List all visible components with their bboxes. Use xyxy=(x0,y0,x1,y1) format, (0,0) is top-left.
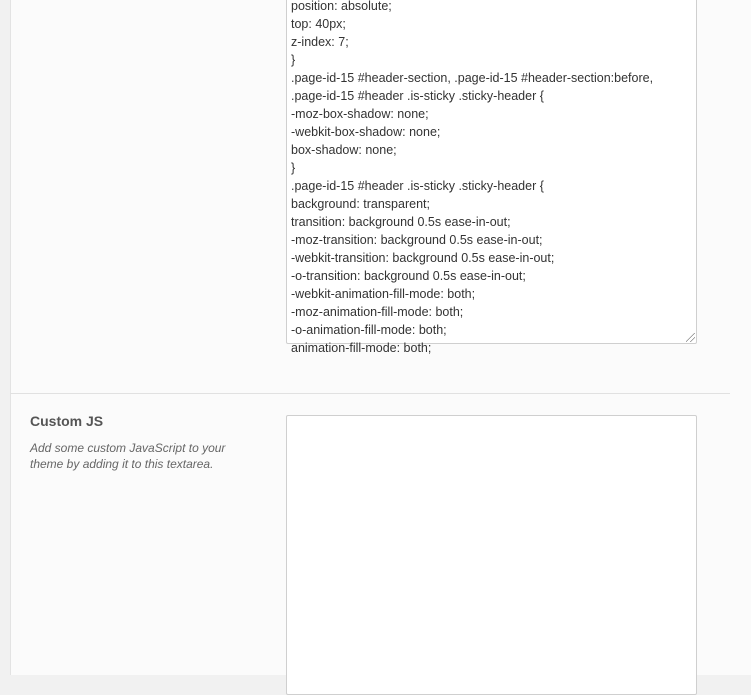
code-line: } xyxy=(291,53,296,67)
code-line: -webkit-box-shadow: none; xyxy=(291,125,441,139)
custom-js-title: Custom JS xyxy=(30,413,104,429)
custom-css-code[interactable] xyxy=(291,0,692,357)
code-line: } xyxy=(291,161,296,175)
code-line: -o-transition: background 0.5s ease-in-out; xyxy=(291,269,526,283)
code-line: .page-id-15 #header .is-sticky .sticky-header { xyxy=(291,89,544,103)
code-line: -moz-box-shadow: none; xyxy=(291,107,429,121)
code-line: background: transparent; xyxy=(291,197,430,211)
custom-css-textarea[interactable] xyxy=(286,0,697,355)
code-line: -moz-transition: background 0.5s ease-in-out; xyxy=(291,233,543,247)
custom-js-description: Add some custom JavaScript to your theme by adding it to this textarea. xyxy=(30,441,226,471)
code-line: transition: background 0.5s ease-in-out; xyxy=(291,215,511,229)
custom-js-textarea[interactable] xyxy=(286,415,697,695)
code-line: z-index: 7; xyxy=(291,35,349,49)
code-line: .page-id-15 #header-section, .page-id-15 #header-section:before, xyxy=(291,71,654,85)
code-line: -moz-animation-fill-mode: both; xyxy=(291,305,464,319)
code-line: -o-animation-fill-mode: both; xyxy=(291,323,447,337)
resize-handle-icon[interactable] xyxy=(686,333,695,342)
section-divider xyxy=(10,393,730,394)
code-line: top: 40px; xyxy=(291,17,346,31)
code-line: -webkit-animation-fill-mode: both; xyxy=(291,287,476,301)
code-line: -webkit-transition: background 0.5s ease-in-out; xyxy=(291,251,555,265)
code-line: position: absolute; xyxy=(291,0,392,13)
code-line: .page-id-15 #header .is-sticky .sticky-header { xyxy=(291,179,544,193)
code-line: animation-fill-mode: both; xyxy=(291,341,432,355)
code-line: box-shadow: none; xyxy=(291,143,397,157)
